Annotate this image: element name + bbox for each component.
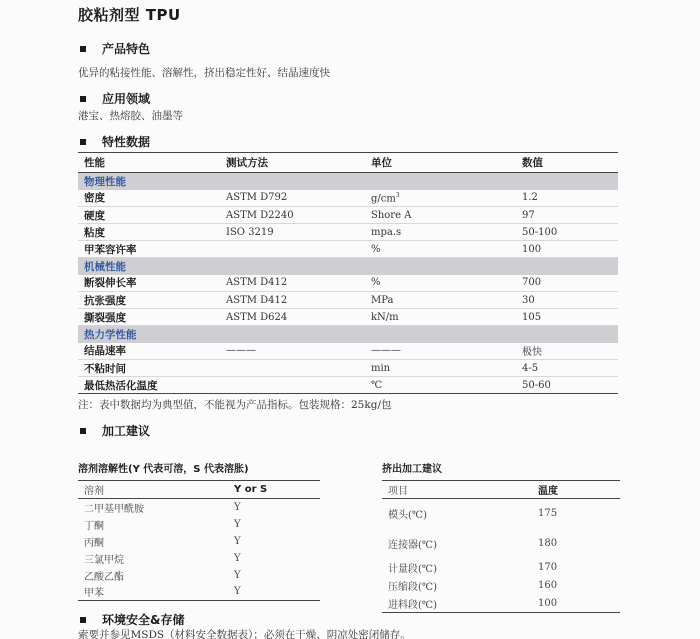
unit: %	[365, 241, 516, 258]
solubility-value: Y	[234, 552, 241, 564]
unit: %	[365, 275, 516, 292]
value: 极快	[516, 343, 618, 360]
column-header: 单位	[365, 153, 516, 173]
test-method	[220, 377, 365, 394]
column-header: 测试方法	[220, 153, 365, 173]
unit: ℃	[365, 377, 516, 394]
property-name: 不粘时间	[78, 360, 220, 377]
solubility-value: Y	[234, 518, 241, 530]
extrusion-item: 压缩段(℃)	[388, 582, 437, 593]
value: 100	[516, 241, 618, 258]
extrusion-temp: 100	[532, 595, 620, 613]
value: 4-5	[516, 360, 618, 377]
unit: min	[365, 360, 516, 377]
table-row	[78, 292, 618, 309]
table-row	[78, 275, 618, 292]
table-row	[78, 309, 618, 326]
table-row	[382, 577, 620, 595]
value: 30	[516, 292, 618, 309]
test-method	[220, 360, 365, 377]
group-label: 机械性能	[78, 258, 618, 275]
unit: kN/m	[365, 309, 516, 326]
column-header: 项目	[382, 481, 532, 499]
test-method	[220, 241, 365, 258]
bullet-square-icon	[80, 428, 86, 434]
document-title: 胶粘剂型 TPU	[78, 6, 181, 24]
column-header: 溶剂	[78, 481, 228, 499]
solvent-name: 丁酮	[84, 520, 104, 532]
section-heading-safety: 环境安全&存储	[80, 611, 184, 628]
group-header-row	[78, 173, 618, 190]
table-row	[78, 224, 618, 241]
property-name: 最低热活化温度	[78, 377, 220, 394]
test-method: ASTM D412	[220, 275, 365, 292]
section-heading-properties: 特性数据	[80, 133, 150, 150]
table-row	[78, 533, 320, 550]
extrusion-item: 进料段(℃)	[382, 595, 532, 613]
table-row	[382, 529, 620, 559]
properties-table	[78, 152, 618, 394]
solubility-table	[78, 480, 320, 601]
unit: MPa	[365, 292, 516, 309]
extrusion-temp: 170	[538, 562, 558, 573]
extrusion-title: 挤出加工建议	[382, 464, 442, 475]
column-header: 数值	[516, 153, 618, 173]
test-method: ASTM D624	[220, 309, 365, 326]
value: 105	[516, 309, 618, 326]
unit: mpa.s	[365, 224, 516, 241]
table-row	[78, 584, 320, 601]
solvent-name: 乙酸乙酯	[84, 571, 124, 583]
test-method: ASTM D792	[220, 190, 365, 207]
solubility-value: Y	[228, 584, 320, 601]
solvent-name: 甲苯	[78, 584, 228, 601]
property-name: 断裂伸长率	[78, 275, 220, 292]
table-header-row	[78, 481, 320, 499]
unit-superscript: 3	[395, 191, 400, 199]
property-name: 硬度	[78, 207, 220, 224]
table-row	[78, 377, 618, 394]
property-name: 抗张强度	[78, 292, 220, 309]
section-heading-features: 产品特色	[80, 40, 150, 57]
group-label: 热力学性能	[78, 326, 618, 343]
extrusion-item: 模头(℃)	[388, 510, 427, 522]
features-text: 优异的粘接性能、溶解性，挤出稳定性好、结晶速度快	[78, 67, 330, 79]
table-row	[382, 559, 620, 577]
table-row	[78, 360, 618, 377]
solubility-value: Y	[234, 501, 241, 513]
value: 1.2	[516, 190, 618, 207]
test-method: ASTM D412	[220, 292, 365, 309]
extrusion-table	[382, 480, 620, 613]
group-label: 物理性能	[78, 173, 618, 190]
test-method: ———	[220, 343, 365, 360]
properties-note: 注：表中数据均为典型值，不能视为产品指标。包装规格：25kg/包	[78, 399, 392, 411]
property-name: 密度	[78, 190, 220, 207]
table-row	[78, 516, 320, 533]
table-row	[78, 343, 618, 360]
extrusion-item: 计量段(℃)	[388, 564, 437, 575]
table-row	[382, 499, 620, 529]
extrusion-item: 连接器(℃)	[388, 540, 437, 551]
table-row	[78, 499, 320, 516]
table-row	[78, 550, 320, 567]
solvent-name: 二甲基甲酰胺	[84, 503, 144, 515]
property-name: 撕裂强度	[78, 309, 220, 326]
table-header-row	[78, 153, 618, 173]
column-header: Y or S	[228, 481, 320, 499]
extrusion-temp: 175	[538, 508, 558, 520]
test-method: ISO 3219	[220, 224, 365, 241]
table-row	[78, 567, 320, 584]
solvent-name: 三氯甲烷	[84, 554, 124, 566]
group-header-row	[78, 326, 618, 343]
unit: $g/cm^3$	[365, 190, 516, 207]
property-name: 结晶速率	[78, 343, 220, 360]
bullet-square-icon	[80, 617, 86, 623]
bullet-square-icon	[80, 139, 86, 145]
extrusion-temp: 180	[538, 538, 558, 549]
value: 97	[516, 207, 618, 224]
solubility-block	[78, 460, 320, 601]
table-header-row	[382, 481, 620, 499]
column-header: 性能	[78, 153, 220, 173]
table-row	[78, 241, 618, 258]
section-heading-processing: 加工建议	[80, 422, 150, 439]
property-name: 粘度	[78, 224, 220, 241]
value: 700	[516, 275, 618, 292]
solubility-title: 溶剂溶解性(Y 代表可溶，S 代表溶胀)	[78, 464, 249, 475]
safety-text: 索要并参见MSDS（材料安全数据表）；必须在干燥、阴凉处密闭储存。	[78, 629, 411, 639]
bullet-square-icon	[80, 46, 86, 52]
value: 50-60	[516, 377, 618, 394]
group-header-row	[78, 258, 618, 275]
column-header: 温度	[532, 481, 620, 499]
extrusion-temp: 160	[538, 580, 558, 591]
table-row	[78, 207, 618, 224]
solubility-value: Y	[234, 535, 241, 547]
applications-text: 港宝、热熔胶、油墨等	[78, 110, 183, 122]
unit: ———	[365, 343, 516, 360]
value: 50-100	[516, 224, 618, 241]
bullet-square-icon	[80, 96, 86, 102]
solubility-value: Y	[234, 569, 241, 581]
property-name: 甲苯容许率	[78, 241, 220, 258]
table-row	[382, 595, 620, 613]
extrusion-block	[382, 460, 620, 613]
unit: Shore A	[365, 207, 516, 224]
solvent-name: 丙酮	[84, 537, 104, 549]
table-row	[78, 190, 618, 207]
section-heading-applications: 应用领域	[80, 90, 150, 107]
test-method: ASTM D2240	[220, 207, 365, 224]
